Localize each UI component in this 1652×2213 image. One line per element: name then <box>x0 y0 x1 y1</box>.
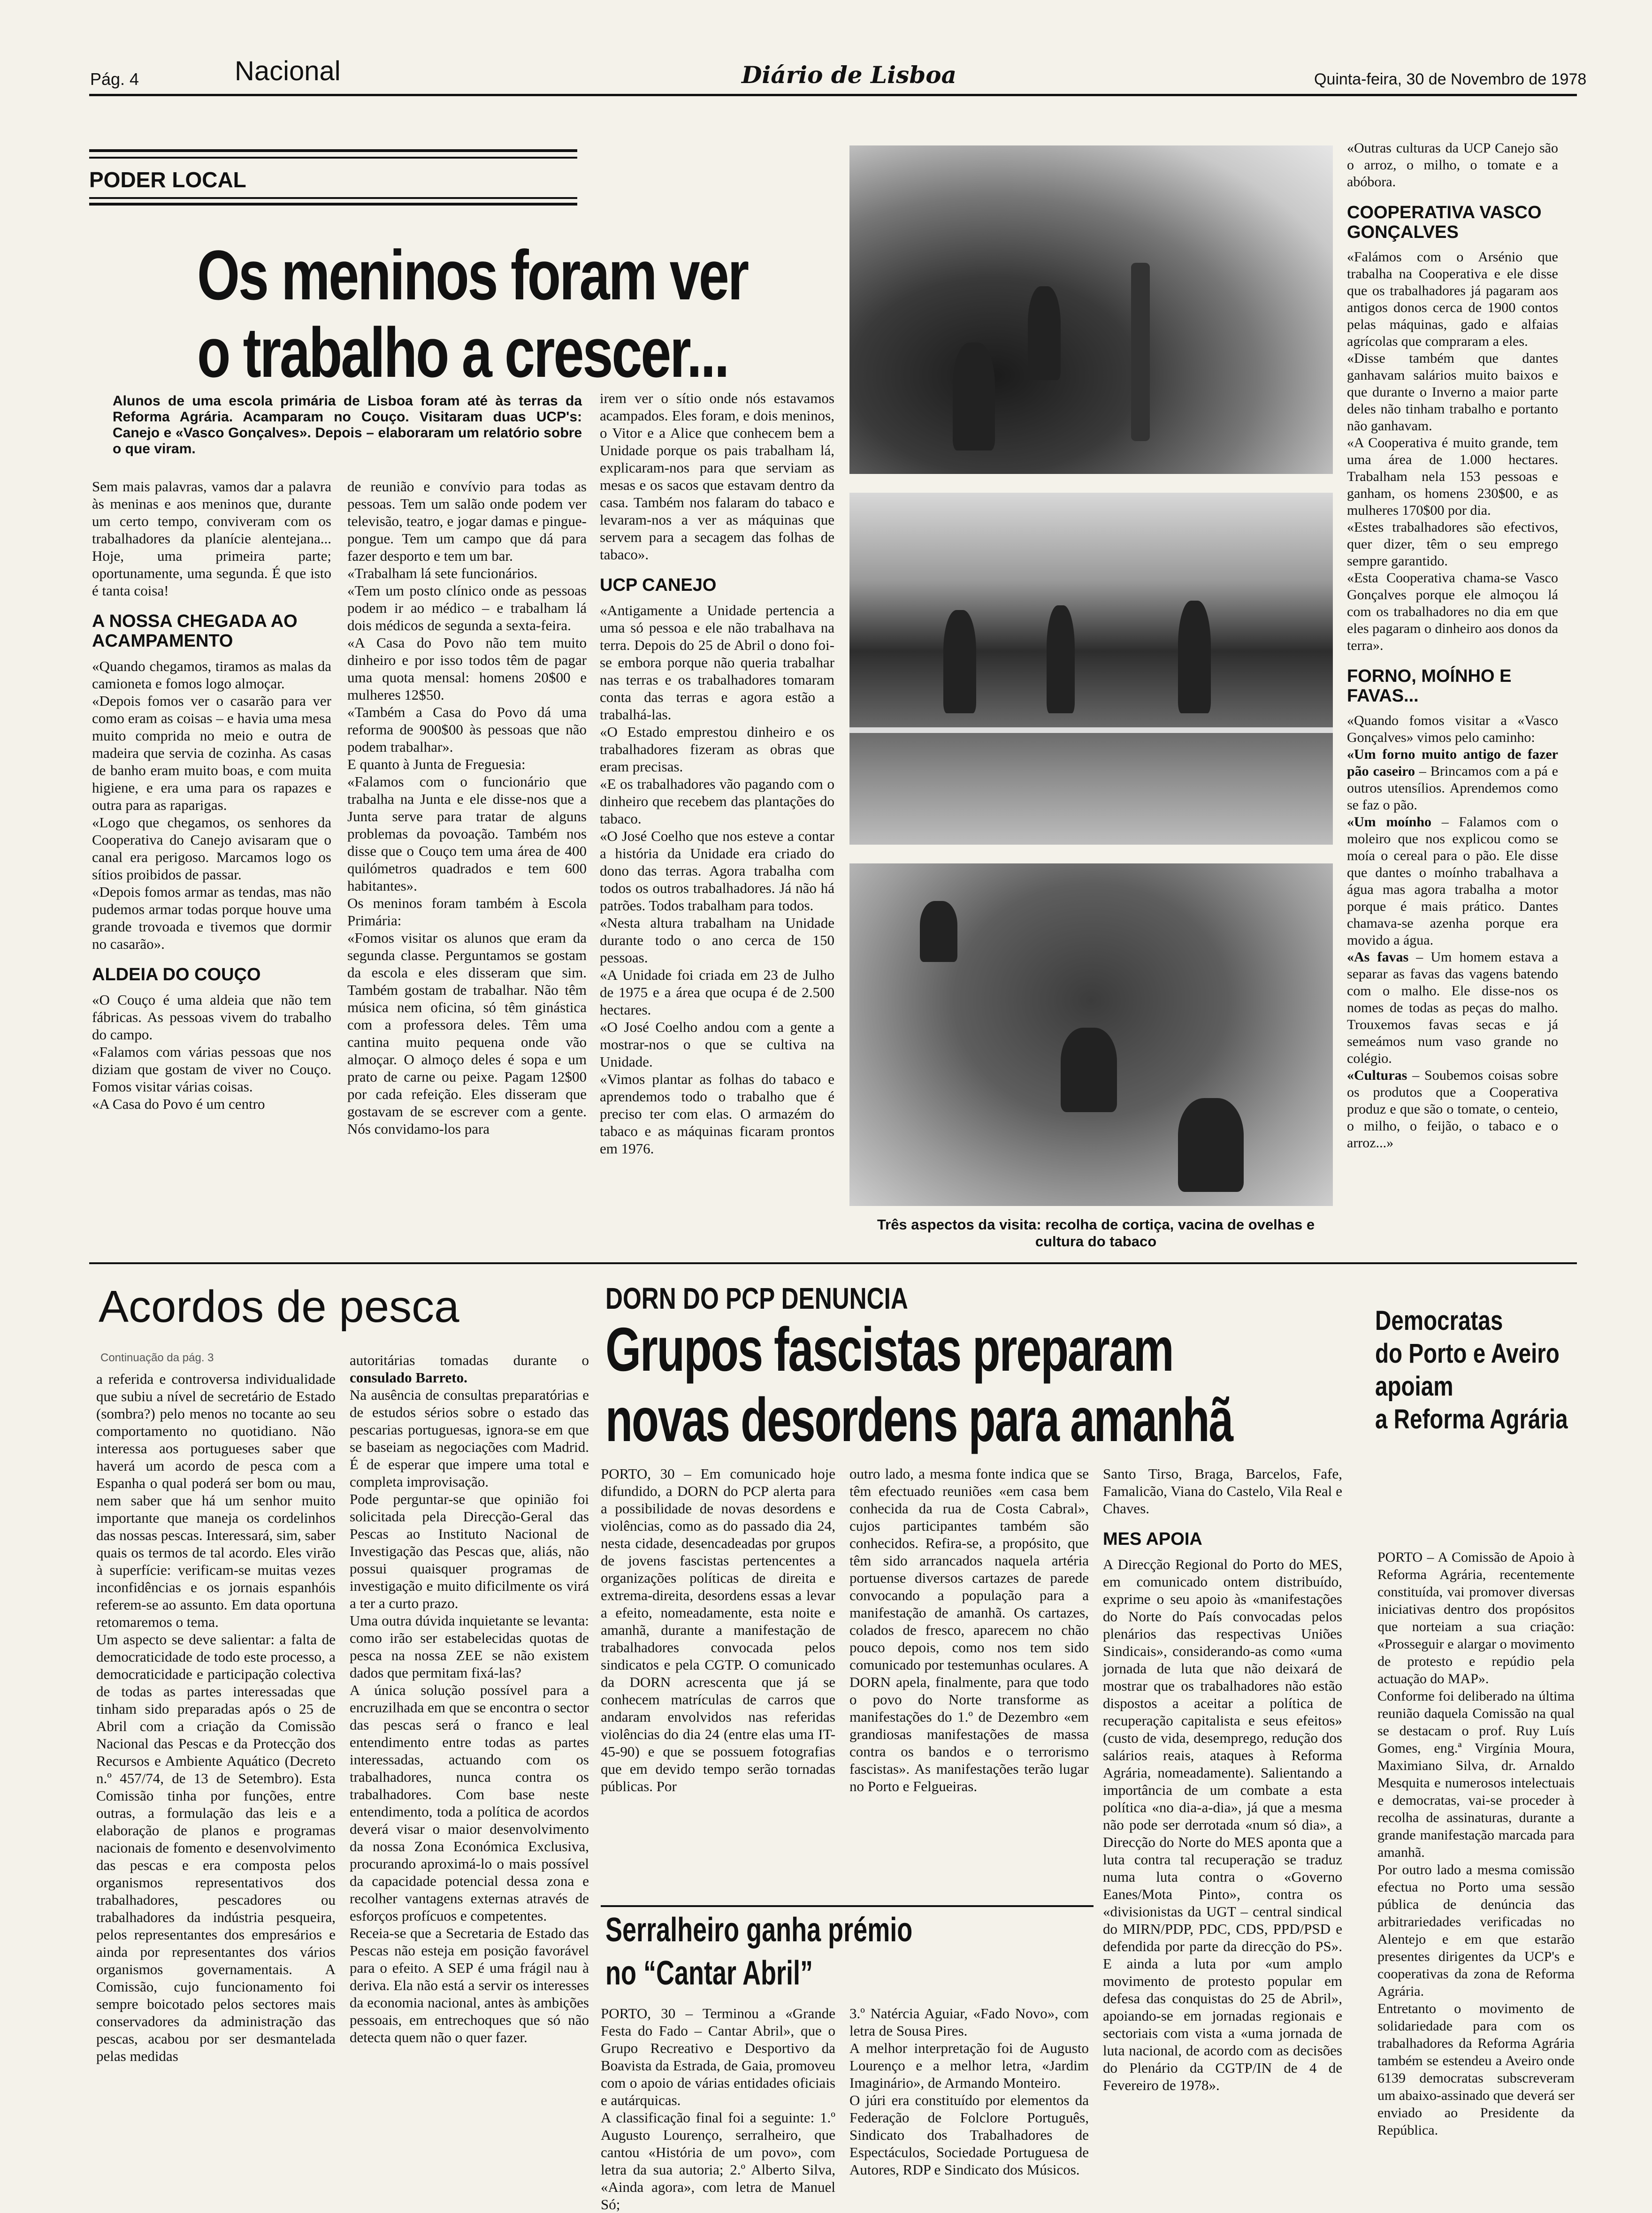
article3-column-3 <box>1103 1465 1342 2197</box>
paragraph: «Trabalham lá sete funcionários. <box>347 565 538 581</box>
paragraph: outro lado, a mesma fonte indica que se têm efectuado reuniões «em casa bem conhecida da rua de Costa Cabral», cujos participantes também são conhecidos. Refira-se, a propósito, que têm sido arrancados naquela artéria portuense diversos cartazes de parede convocando a população para a manifestação de amanhã. Os cartazes, colados de fresco, aparecem no chão pouco depois, como nos tem sido comunicado por testemunhas oculares. A DORN apela, finalmente, para que todo o povo do Norte transforme as manifestações do 1.º de Dezembro «em grandiosas manifestações de massa contra os bandos e o terrorismo fascistas». As manifestações terão lugar no Porto e Felgueiras. <box>849 1465 1089 1794</box>
article3-headline-line1: Grupos fascistas preparam <box>605 1315 1173 1384</box>
article2-headline: Acordos de pesca <box>99 1282 459 1332</box>
article1-column-2 <box>347 478 587 1252</box>
paragraph: Os meninos foram também à Escola Primária: <box>347 895 587 929</box>
inline-bold: «Culturas <box>1347 1068 1407 1083</box>
article4-headline-line1: Serralheiro ganha prémio <box>605 1911 913 1949</box>
photo-tobacco-field <box>849 863 1333 1206</box>
paragraph: A melhor interpretação foi de Augusto Lourenço e a melhor letra, «Jardim Imaginário», de Armando Monteiro. <box>849 2040 1089 2091</box>
kicker-rules-bottom2 <box>89 203 577 206</box>
paragraph: «Outras culturas da UCP Canejo são o arroz, o milho, o tomate e a abóbora. <box>1347 140 1558 190</box>
inline-text: – Um homem estava a separar as favas das vagens batendo com o malho. Ele disse-nos os nomes de todas as peças do malho. Trouxemos favas secas e já semeámos num vaso grande no colégio. <box>1347 949 1558 1066</box>
paragraph: «Vimos plantar as folhas do tabaco e aprendemos todo o trabalho que é preciso ter com elas. O armazém do tabaco e as máquinas ficaram prontos em 1976. <box>600 1071 834 1157</box>
paragraph: «Tem um posto clínico onde as pessoas podem ir ao médico – e trabalham lá dois médicos de segunda a sexta-feira. <box>347 582 587 633</box>
photo-cork-harvest <box>849 145 1333 474</box>
paragraph: Por outro lado a mesma comissão efectua no Porto uma sessão pública de denúncia das arbitrariedades verificadas no Alentejo e em que estarão presentes dirigentes da UCP's e cooperativas da zona de Reforma Agrária. <box>1377 1862 1575 1999</box>
issue-date: Quinta-feira, 30 de Novembro de 1978 <box>1314 70 1587 88</box>
subhead-vasco: COOPERATIVA VASCO GONÇALVES <box>1347 203 1542 242</box>
paragraph: Uma outra dúvida inquietante se levanta: como irão ser estabelecidas quotas de pesca na nossa ZEE se não existem dados que permitam fixá-las? <box>350 1612 589 1681</box>
paragraph: Um aspecto se deve salientar: a falta de democraticidade de todo este processo, a democraticidade e participação colectiva de todas as partes interessadas que tinham sido preparadas após o 25 de Abril com a criação da Comissão Nacional das Pescas e da Protecção dos Recursos e Ambiente Aquático (Decreto n.º 457/74, de 13 de Setembro). Esta Comissão tinha por funções, entre outras, a formulação das leis e a elaboração de planos e programas nacionais de fomento e desenvolvimento das pescas e era composta pelos organismos representativos dos trabalhadores, pescadores ou trabalhadores da indústria pesqueira, pelos representantes dos empresários e ainda por representantes dos vários organismos governamentais. A Comissão, cujo funcionamento foi sempre boicotado pelos sectores mais conservadores da administração das pescas, acabou por ser desmantelada pelas medidas <box>96 1631 336 2064</box>
paragraph: «Falámos com o Arsénio que trabalha na Cooperativa e ele disse que os trabalhadores já pagaram aos antigos donos cerca de 1900 contos pelas máquinas, gado e alfaias agrícolas que compraram a eles. <box>1347 249 1558 349</box>
paragraph <box>1347 949 1558 1067</box>
article4-column-2 <box>849 2005 1089 2197</box>
article1-headline-line1: Os meninos foram ver <box>197 236 748 314</box>
header-rule <box>89 94 1577 96</box>
article5-headline-line3: apoiam <box>1375 1371 1453 1402</box>
article5-headline-box <box>1375 1305 1572 1520</box>
paragraph: «A Casa do Povo não tem muito dinheiro e por isso todos têm de pagar uma quota mensal: homens 20$00 e mulheres 12$50. <box>347 634 587 703</box>
article1-column-3 <box>600 389 834 1253</box>
subhead-canejo: UCP CANEJO <box>600 575 717 595</box>
inline-bold: consulado Barreto. <box>350 1369 467 1386</box>
paragraph: «Quando chegamos, tiramos as malas da camioneta e fomos logo almoçar. <box>92 658 331 692</box>
paragraph: «O Couço é uma aldeia que não tem fábricas. As pessoas vivem do trabalho do campo. <box>92 992 331 1043</box>
photo-figure <box>1178 1098 1244 1192</box>
paragraph: «Quando fomos visitar a «Vasco Gonçalves» vimos pelo caminho: <box>1347 713 1558 745</box>
paragraph: «A Unidade foi criada em 23 de Julho de 1975 e a área que ocupa é de 2.500 hectares. <box>600 967 834 1018</box>
paragraph: «Esta Cooperativa chama-se Vasco Gonçalves porque ele almoçou lá com os trabalhadores no dia em que eles pagaram o dinheiro aos donos da terra». <box>1347 570 1558 653</box>
paragraph: 3.º Natércia Aguiar, «Fado Novo», com letra de Sousa Pires. <box>849 2005 1089 2039</box>
photo-figure <box>1047 605 1075 713</box>
article4-headline-line2: no “Cantar Abril” <box>605 1954 813 1992</box>
paragraph: PORTO – A Comissão de Apoio à Reforma Agrária, recentemente constituída, vai promover diversas iniciativas dentro dos propósitos que norteiam a sua criação: «Prosseguir e alargar o movimento de protesto e repúdio pela actuação do MAP». <box>1377 1549 1575 1686</box>
paragraph: «Também a Casa do Povo dá uma reforma de 900$00 às pessoas que não podem trabalhar». <box>347 704 587 755</box>
article3-kicker: DORN DO PCP DENUNCIA <box>605 1282 908 1315</box>
article1-lead: Alunos de uma escola primária de Lisboa foram até às terras da Reforma Agrária. Acamparam no Couço. Visitaram duas UCP's: Canejo e «Vasco Gonçalves». Depois – elaboraram um relatório sobre o que viram. <box>113 393 582 457</box>
paragraph: Receia-se que a Secretaria de Estado das Pescas não esteja em posição favorável para o efeito. A SEP é uma frágil nau à deriva. Ela não está a servir os interesses da economia nacional, antes às ambições pessoais, em entrechoques que só não detecta quem não o quer fazer. <box>350 1925 589 2045</box>
paragraph <box>350 1351 589 1386</box>
photo-caption: Três aspectos da visita: recolha de cortiça, vacina de ovelhas e cultura do tabaco <box>877 1216 1315 1250</box>
section-label: Nacional <box>235 56 341 86</box>
paragraph: «A Casa do Povo é um centro <box>92 1096 265 1112</box>
kicker-rules-top <box>89 149 577 152</box>
article1-column-1 <box>92 478 331 1252</box>
article1-headline-line2: o trabalho a crescer... <box>197 313 728 392</box>
subhead-mes: MES APOIA <box>1103 1529 1202 1549</box>
paragraph: «Depois fomos armar as tendas, mas não pudemos armar todas porque houve uma grande trovoada e tivemos que dormir no casarão». <box>92 884 331 952</box>
page-number: Pág. 4 <box>90 69 139 89</box>
paragraph: «Falamos com o funcionário que trabalha na Junta e ele disse-nos que a Junta serve para tratar de alguns problemas da povoação. Também nos disse que o Couço tem uma área de 400 quilómetros quadrados e tem 600 habitantes». <box>347 773 587 894</box>
article4-column-1 <box>601 2005 835 2213</box>
article3-column-2 <box>849 1465 1089 1897</box>
paragraph: «A Cooperativa é muito grande, tem uma área de 1.000 hectares. Trabalham nela 153 pessoas e ganham, os homens 230$00, e as mulheres 170$00 por dia. <box>1347 435 1558 518</box>
article5-headline-line4: a Reforma Agrária <box>1375 1404 1568 1435</box>
paragraph: Conforme foi deliberado na última reunião daquela Comissão na qual se destacam o prof. Ruy Luís Gomes, eng.ª Virgínia Moura, Maximiano Silva, dr. Arnaldo Mesquita e numerosos intelectuais e democratas, vai-se proceder à recolha de assinaturas, durante a grande manifestação marcada para amanhã. <box>1377 1688 1575 1860</box>
photo-figure <box>1028 286 1061 380</box>
paragraph: «O José Coelho que nos esteve a contar a história da Unidade era criado do dono das terras. Agora trabalha com todos os outros trabalhadores. Já não há patrões. Todos trabalham para todos. <box>600 828 834 914</box>
photo-figure <box>1061 1028 1117 1112</box>
photo-figure <box>943 610 976 713</box>
article5-column <box>1377 1549 1575 2196</box>
masthead: Diário de Lisboa <box>742 61 957 89</box>
inline-text: – Falamos com o moleiro que nos explicou como se moía o cereal para o pão. Ele disse que dantes o moínho trabalhava a água mas agora trabalha a motor porque é mais prático. Dantes chamava-se azenha porque era movido a água. <box>1347 814 1558 948</box>
paragraph: PORTO, 30 – Terminou a «Grande Festa do Fado – Cantar Abril», que o Grupo Recreativo e Desportivo da Boavista da Estrada, de Gaia, promoveu com o apoio de várias entidades oficiais e autárquicas. <box>601 2005 835 2108</box>
paragraph: PORTO, 30 – Em comunicado hoje difundido, a DORN do PCP alerta para a possibilidade de novas desordens e violências, como as do passado dia 24, nesta cidade, desencadeadas por grupos de jovens fascistas pertencentes a organizações políticas de direita e extrema-direita, desordens essas a levar a efeito, nomeadamente, esta noite e amanhã, durante a manifestação de trabalhadores convocada pelos sindicatos e pela CGTP. O comunicado da DORN acrescenta que já se conhecem matrículas de carros que andaram envolvidos nas referidas violências do dia 24 (entre elas uma IT-45-90) e que se possuem fotografias que em devido tempo serão tornadas públicas. Por <box>601 1465 835 1794</box>
article5-headline-line2: do Porto e Aveiro <box>1375 1338 1560 1369</box>
paragraph: de reunião e convívio para todas as pessoas. Tem um salão onde podem ver televisão, teatro, e jogar damas e pingue-pongue. Tem um campo que dá para fazer desporto e tem um bar. <box>347 478 587 564</box>
article2-column-2 <box>350 1351 589 2196</box>
article1-kicker: PODER LOCAL <box>89 168 246 192</box>
inline-bold: «As favas <box>1347 949 1409 965</box>
mid-page-rule <box>89 1262 1577 1264</box>
paragraph: «Antigamente a Unidade pertencia a uma só pessoa e ele não trabalhava na terra. Depois do 25 de Abril o dono foi-se embora porque não queria trabalhar nas terras e os trabalhadores tomaram conta das terras e agora estão a trabalhá-las. <box>600 602 834 723</box>
paragraph: «E os trabalhadores vão pagando com o dinheiro que recebem das plantações do tabaco. <box>600 776 834 827</box>
kicker-rules-top2 <box>89 157 577 159</box>
article2-continuation: Continuação da pág. 3 <box>100 1351 214 1364</box>
paragraph: «Nesta altura trabalham na Unidade durante todo o ano cerca de 150 pessoas. <box>600 915 834 966</box>
paragraph: «Depois fomos ver o casarão para ver como eram as coisas – e havia uma mesa muito comprida no meio e outra de madeira que servia de cozinha. As casas de banho eram muito boas, e com muita higiene, e era uma para os rapazes e outra para as raparigas. <box>92 693 331 813</box>
paragraph: O júri era constituído por elementos da Federação de Folclore Português, Sindicato dos Trabalhadores de Espectáculos, Sociedade Portuguesa de Autores, RDP e Sindicato dos Músicos. <box>849 2092 1089 2178</box>
paragraph: Na ausência de consultas preparatórias e de estudos sérios sobre o estado das pescarias portuguesas, ignora-se em que se baseiam as negociações com Madrid. É de esperar que impere uma total e completa improvisação. <box>350 1387 589 1490</box>
paragraph: a referida e controversa individualidade que subiu a nível de secretário de Estado (sombra?) pelo menos no tocante ao seu comportamento no quotidiano. Não interessa aos portugueses saber que haverá um acordo de pesca com a Espanha o qual poderá ser bom ou mau, nem saber que há um senhor muito importante que maneja os cordelinhos das nossas pescas. Interessará, sim, saber quais os termos de tal acordo. Eles virão à superfície: verificam-se muitas vezes inconfidências e os jornais espanhóis referem-se ao assunto. Em data oportuna retomaremos o tema. <box>96 1371 336 1630</box>
paragraph: A única solução possível para a encruzilhada em que se encontra o sector das pescas será o franco e leal entendimento entre todas as partes interessadas, actuando com os trabalhadores, nunca contra os trabalhadores. Com base neste entendimento, toda a política de acordos deverá visar o maior desenvolvimento da nossa Zona Económica Exclusiva, procurando aproximá-lo o mais possível da capacidade potencial dessa zona e recolher vantagens externas através de esforços profícuos e competentes. <box>350 1682 589 1924</box>
paragraph: E quanto à Junta de Freguesia: <box>347 756 526 772</box>
paragraph: «Falamos com várias pessoas que nos diziam que gostam de viver no Couço. Fomos visitar várias coisas. <box>92 1044 331 1095</box>
article3-headline-line2: novas desordens para amanhã <box>605 1385 1233 1454</box>
paragraph: «O Estado emprestou dinheiro e os trabalhadores fizeram as obras que eram precisas. <box>600 724 834 775</box>
inline-text: – Soubemos coisas sobre os produtos que a Cooperativa produz e que são o tomate, o centeio, o milho, o feijão, o tabaco e o arroz...» <box>1347 1068 1559 1151</box>
subhead-couco: ALDEIA DO COUÇO <box>92 965 261 984</box>
paragraph: Pode perguntar-se que opinião foi solicitada pela Direcção-Geral das Pescas ao Instituto Nacional de Investigação das Pescas que, aliás, não possui quaisquer programas de investigação e muito dificilmente os virá a ter a curto prazo. <box>350 1491 589 1611</box>
article2-column-1 <box>96 1370 336 2196</box>
photo-figure <box>1178 601 1211 713</box>
paragraph: Sem mais palavras, vamos dar a palavra às meninas e aos meninos que, durante um certo tempo, conviveram com os trabalhadores da planície alentejana... Hoje, uma primeira parte; oportunamente, uma segunda. É que isto é tanta coisa! <box>92 478 331 599</box>
photo-figure <box>920 901 957 962</box>
subhead-forno: FORNO, MOÍNHO E FAVAS... <box>1347 666 1512 706</box>
paragraph: A classificação final foi a seguinte: 1.º Augusto Lourenço, serralheiro, que cantou «História de um povo», com letra da sua autoria; 2.º Alberto Silva, «Ainda agora», com letra de Manuel Só; <box>601 2109 835 2213</box>
kicker-rules-bottom <box>89 197 577 199</box>
photo-sheep-vaccine <box>849 493 1333 845</box>
article5-headline-line1: Democratas <box>1375 1305 1503 1336</box>
paragraph <box>1347 1067 1558 1152</box>
paragraph <box>1347 814 1558 949</box>
paragraph: irem ver o sítio onde nós estavamos acampados. Eles foram, e dois meninos, o Vitor e a Alice que conhecem bem a Unidade porque os pais trabalham lá, explicaram-nos para que serviam as mesas e os sacos que estavam dentro da casa. Também nos falaram do tabaco e levaram-nos a ver as máquinas que servem para a secagem das folhas de tabaco». <box>600 390 834 563</box>
article4-box-rule <box>601 1905 1094 1907</box>
paragraph: Santo Tirso, Braga, Barcelos, Fafe, Famalicão, Viana do Castelo, Vila Real e Chaves. <box>1103 1465 1342 1517</box>
paragraph: A Direcção Regional do Porto do MES, em comunicado ontem distribuído, exprime o seu apoio às «manifestações do Norte do País convocadas pelos plenários das respectivas Uniões Sindicais», considerando-as como «uma jornada de luta que não deixará de mostrar que os trabalhadores não estão dispostos a aceitar a política de recuperação capitalista e seus efeitos» (custo de vida, desemprego, redução dos salários reais, ataques à Reforma Agrária, nomeadamente). Salientando a importância de um combate a esta política «no dia-a-dia», já que a mesma não pode ser derrotada «num só dia», a Direcção do Norte do MES aponta que a luta contra tal recuperação se traduz numa luta contra o «Governo Eanes/Mota Pinto», contra os «divisionistas da UGT – central sindical do MIRN/PDP, PDC, CDS, PPD/PSD e defendida por parte da direcção do PS». E ainda a luta por «um amplo movimento de protesto popular em defesa das conquistas do 25 de Abril», apoiando-se em jornadas regionais e sectoriais com vista a «uma jornada de luta nacional, de acordo com as decisões do Plenário da CGTP/IN de 4 de Fevereiro de 1978». <box>1103 1556 1342 2093</box>
photo-figure <box>1131 263 1150 441</box>
photo-fence <box>849 727 1333 733</box>
inline-bold: «Um forno muito antigo de fazer pão caseiro <box>1347 747 1558 779</box>
paragraph: «Disse também que dantes ganhavam salários muito baixos e que durante o Inverno a maior parte deles não tinham trabalho e portanto não ganhavam. <box>1347 351 1558 434</box>
paragraph <box>1347 746 1558 814</box>
subhead-chegada: A NOSSA CHEGADA AO ACAMPAMENTO <box>92 611 298 651</box>
paragraph: Entretanto o movimento de solidariedade para com os trabalhadores da Reforma Agrária também se estendeu a Aveiro onde 6139 democratas subscreveram um abaixo-assinado que deverá ser enviado ao Presidente da República. <box>1377 2001 1575 2138</box>
photo-figure <box>953 343 995 450</box>
article1-column-5 <box>1347 140 1558 1257</box>
paragraph: «Logo que chegamos, os senhores da Cooperativa do Canejo avisaram que o canal era perigoso. Marcamos logo os sítios proibidos de passar. <box>92 814 331 883</box>
paragraph: «Estes trabalhadores são efectivos, quer dizer, têm o seu emprego sempre garantido. <box>1347 519 1558 569</box>
article3-column-1 <box>601 1465 835 1897</box>
paragraph: «O José Coelho andou com a gente a mostrar-nos o que se cultiva na Unidade. <box>600 1019 834 1070</box>
inline-bold: «Um moínho <box>1347 814 1432 830</box>
inline-text: – Brincamos com a pá e outros utensílios. Aprendemos como se faz o pão. <box>1347 763 1559 813</box>
paragraph: «Fomos visitar os alunos que eram da segunda classe. Perguntamos se gostam da escola e eles disseram que sim. Também gostam de trabalhar. Não têm música nem oficina, só têm ginástica com a professora deles. Têm uma cantina muito pequena onde vão almoçar. O almoço deles é sopa e um prato de carne ou peixe. Pagam 12$00 por cada refeição. Eles disseram que gostavam de se escrever com a gente. Nós convidamo-los para <box>347 930 587 1137</box>
inline-text: autoritárias tomadas durante o <box>350 1352 589 1368</box>
